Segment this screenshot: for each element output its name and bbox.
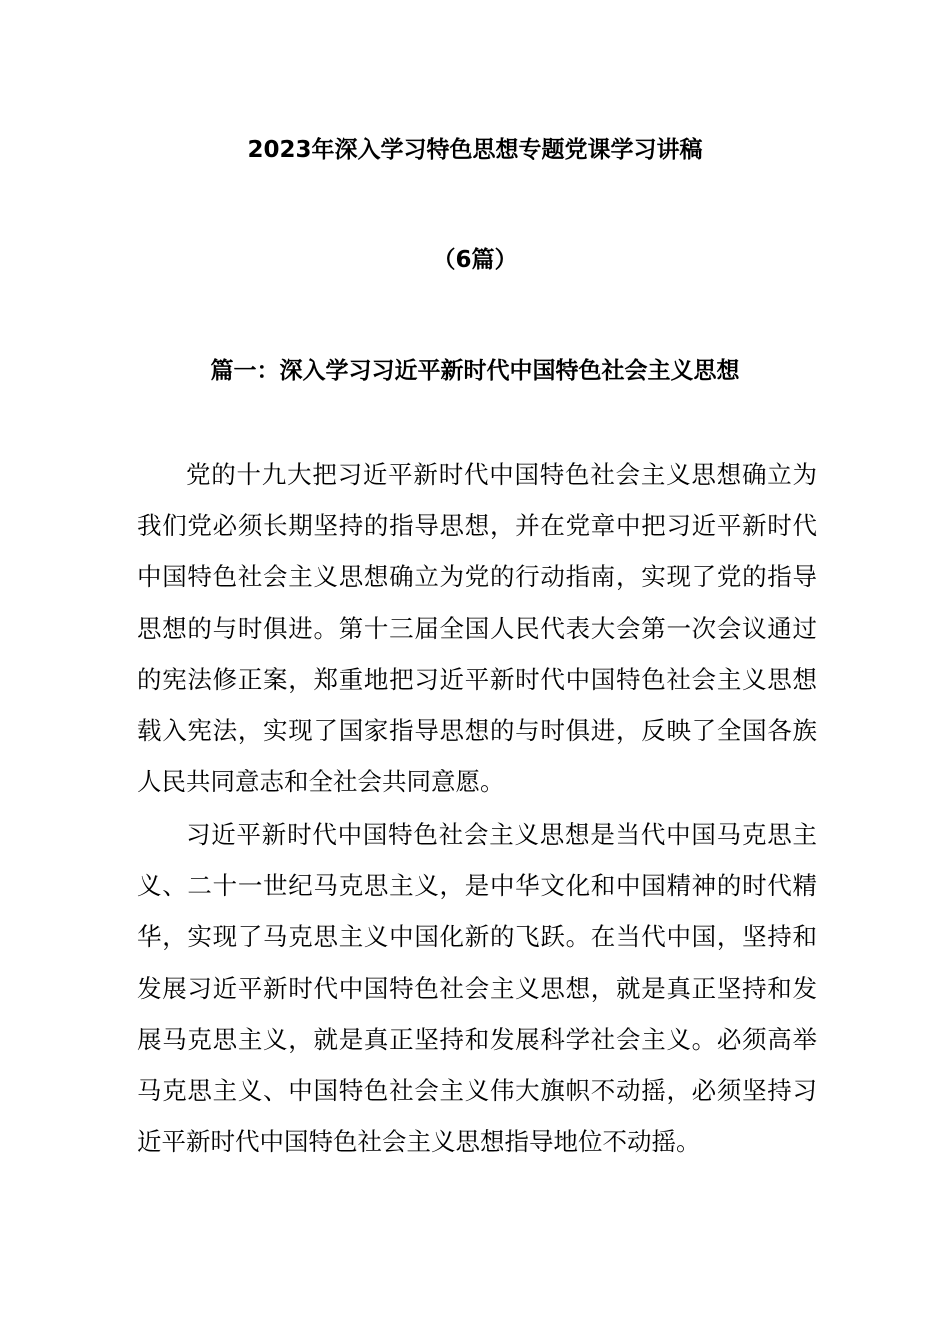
body-paragraph-2: 习近平新时代中国特色社会主义思想是当代中国马克思主义、二十一世纪马克思主义，是中华文化和中国精神的时代精华，实现了马克思主义中国化新的飞跃。在当代中国，坚持和发展习近平新时代中国特色社会主义思想，就是真正坚持和发展马克思主义，就是真正坚持和发展科学社会主义。必须高举马克思主义、中国特色社会主义伟大旗帜不动摇，必须坚持习近平新时代中国特色社会主义思想指导地位不动摇。 <box>137 820 817 1157</box>
document-title: 2023年深入学习特色思想专题党课学习讲稿 <box>247 137 703 163</box>
body-paragraph-1: 党的十九大把习近平新时代中国特色社会主义思想确立为我们党必须长期坚持的指导思想，并在党章中把习近平新时代中国特色社会主义思想确立为党的行动指南，实现了党的指导思想的与时俱进。第十三届全国人民代表大会第一次会议通过的宪法修正案，郑重地把习近平新时代中国特色社会主义思想载入宪法，实现了国家指导思想的与时俱进，反映了全国各族人民共同意志和全社会共同意愿。 <box>137 460 817 797</box>
document-subtitle: （6篇） <box>432 247 518 273</box>
section-heading: 篇一：深入学习习近平新时代中国特色社会主义思想 <box>210 358 740 384</box>
